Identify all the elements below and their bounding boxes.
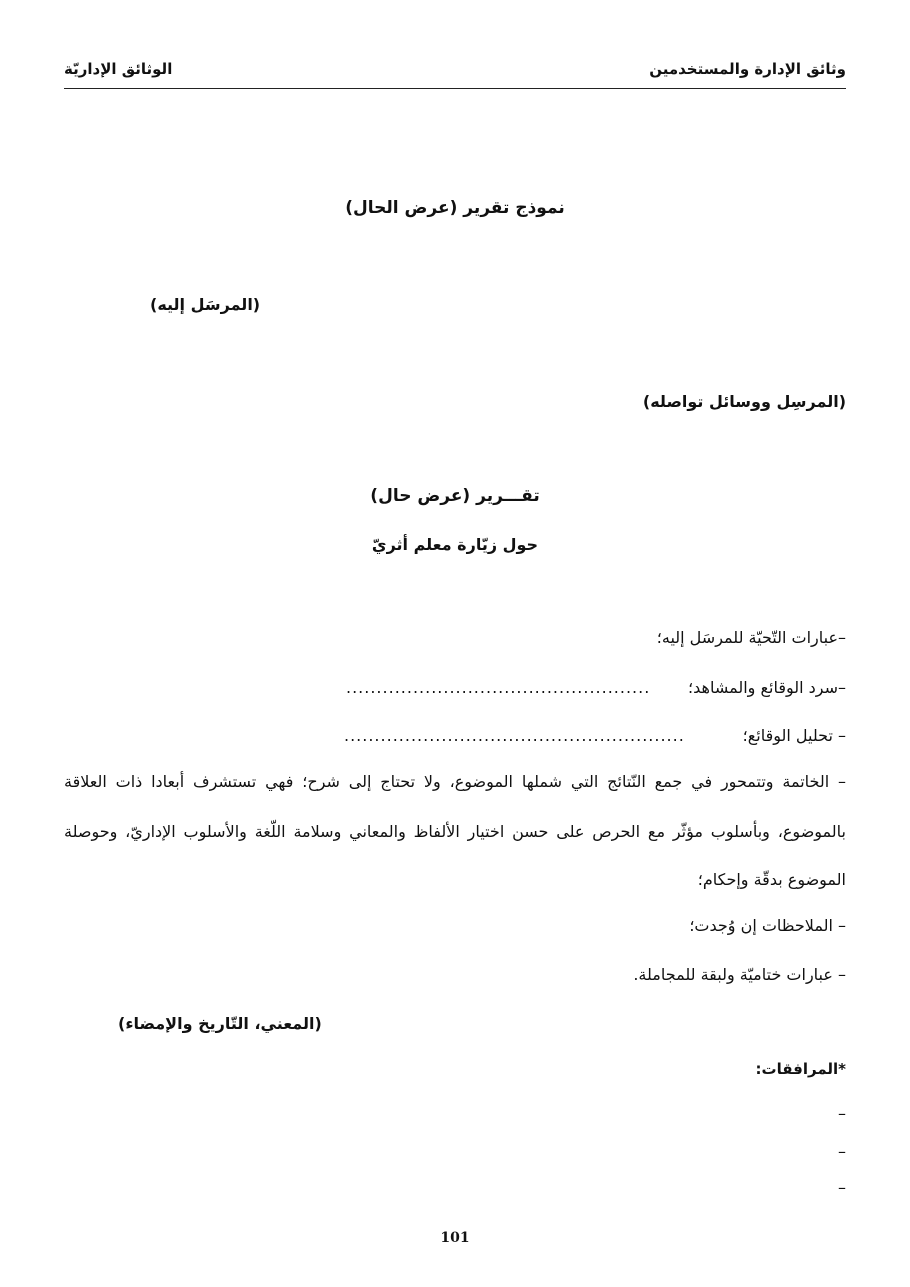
conclusion-paragraph-line: بالموضوع، وبأسلوب مؤثّر مع الحرص على حسن اختيار الألفاظ والمعاني وسلامة اللّغة والأسلوب الإداريّ، وحوصلة (64, 822, 846, 841)
dotted-fill-line: ........................................................ (344, 726, 685, 745)
report-subject: حول زيّارة معلم أثريّ (371, 535, 539, 554)
list-item-narration: –سرد الوقائع والمشاهد؛ (688, 678, 846, 697)
list-item-analysis: – تحليل الوقائع؛ (742, 726, 846, 745)
header-left-title: الوثائق الإداريّة (64, 60, 173, 78)
page-header (64, 58, 846, 89)
list-item-greeting: –عبارات التّحيّة للمرسَل إليه؛ (656, 628, 846, 647)
conclusion-paragraph-line: الموضوع بدقّة وإحكام؛ (697, 870, 846, 889)
sender-line: (المرسِل ووسائل تواصله) (642, 392, 846, 411)
header-right-title: وثائق الإدارة والمستخدمين (649, 60, 846, 78)
list-item-closing: – عبارات ختاميّة ولبقة للمجاملة. (633, 965, 846, 984)
attachments-label: *المرافقات: (755, 1060, 846, 1078)
recipient-line: (المرسَل إليه) (150, 295, 261, 314)
conclusion-paragraph-line: – الخاتمة وتتمحور في جمع النّتائج التي شملها الموضوع، ولا تحتاج إلى شرح؛ فهي تستشرف أبعادا ذات العلاقة (64, 772, 846, 791)
document-title: نموذج تقرير (عرض الحال) (345, 198, 565, 218)
attachment-dash: – (838, 1178, 846, 1197)
dotted-fill-line: .................................................. (346, 678, 651, 697)
page-number: 101 (440, 1230, 470, 1246)
attachment-dash: – (838, 1142, 846, 1161)
attachment-dash: – (838, 1104, 846, 1123)
list-item-notes: – الملاحظات إن وُجدت؛ (689, 916, 846, 935)
report-title: تقـــرير (عرض حال) (370, 486, 540, 506)
signature-line: (المعني، التّاريخ والإمضاء) (118, 1014, 322, 1033)
